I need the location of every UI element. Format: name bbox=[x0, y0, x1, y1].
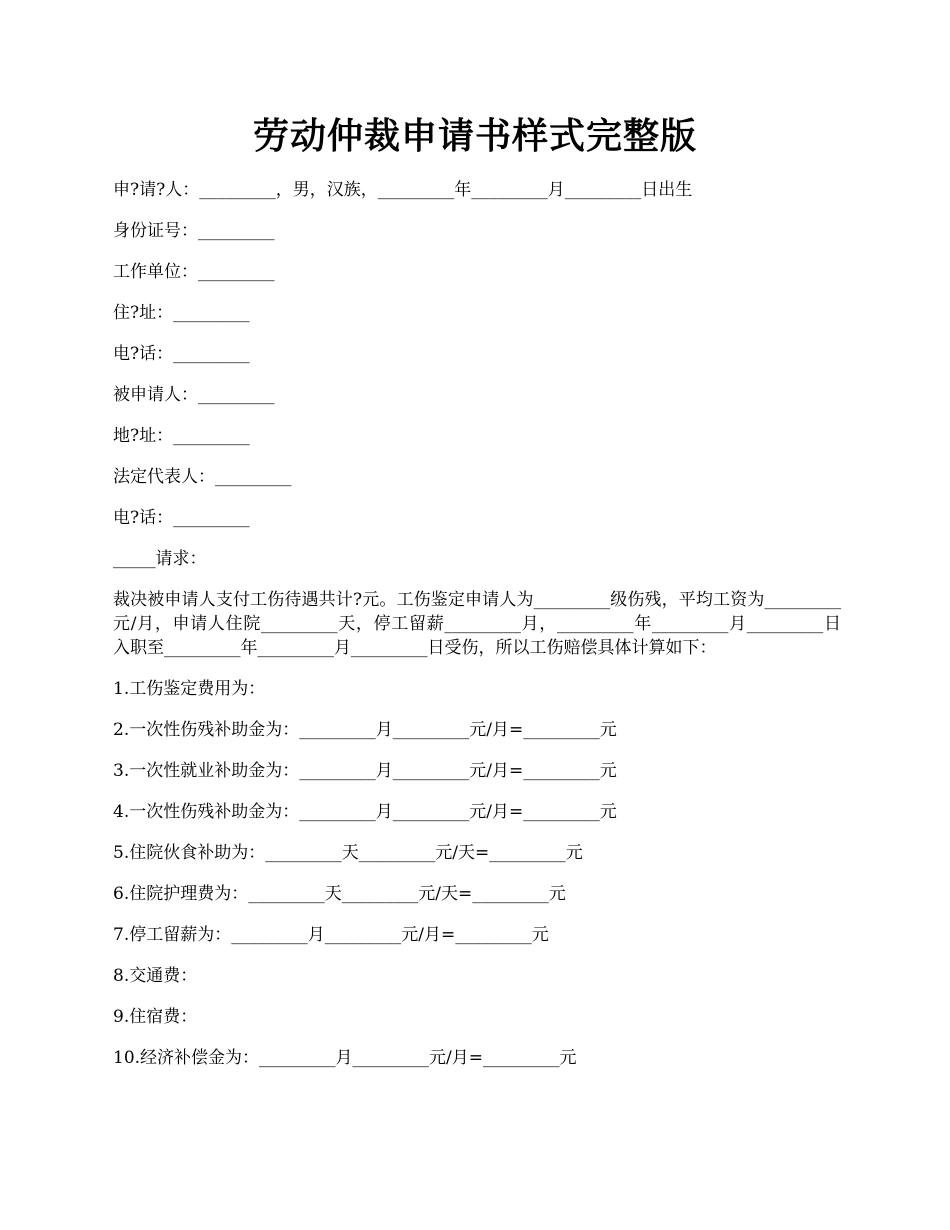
list-item: 4.一次性伤残补助金为：_________月_________元/月=_________元 bbox=[113, 802, 617, 822]
request-heading: _____请求： bbox=[113, 549, 207, 569]
applicant-name-line: 申?请?人：_________，男，汉族，_________年_________月_________日出生 bbox=[113, 180, 693, 200]
applicant-id-line: 身份证号：_________ bbox=[113, 221, 275, 241]
list-item: 3.一次性就业补助金为：_________月_________元/月=_________元 bbox=[113, 761, 617, 781]
respondent-phone-line: 电?话：_________ bbox=[113, 508, 250, 528]
document-body bbox=[113, 178, 841, 1087]
respondent-legal-rep-line: 法定代表人：_________ bbox=[113, 467, 292, 487]
list-item: 1.工伤鉴定费用为： bbox=[113, 679, 266, 699]
document-title: 劳动仲裁申请书样式完整版 bbox=[252, 115, 697, 157]
list-item: 2.一次性伤残补助金为：_________月_________元/月=_________元 bbox=[113, 720, 617, 740]
request-paragraph: 裁决被申请人支付工伤待遇共计?元。工伤鉴定申请人为_________级伤残，平均工资为_________元/月，申请人住院_________天，停工留薪_________月，_________年_________月_________日入职至_________年_________月_________日受伤，所以工伤赔偿具体计算如下： bbox=[113, 590, 841, 658]
list-item: 8.交通费： bbox=[113, 966, 198, 986]
list-item: 5.住院伙食补助为：_________天_________元/天=_________元 bbox=[113, 843, 583, 863]
list-item: 9.住宿费： bbox=[113, 1007, 198, 1027]
respondent-address-line: 地?址：_________ bbox=[113, 426, 250, 446]
respondent-name-line: 被申请人：_________ bbox=[113, 385, 275, 405]
list-item: 10.经济补偿金为：_________月_________元/月=_________元 bbox=[113, 1048, 577, 1068]
list-item: 7.停工留薪为：_________月_________元/月=_________元 bbox=[113, 925, 549, 945]
applicant-phone-line: 电?话：_________ bbox=[113, 344, 250, 364]
applicant-employer-line: 工作单位：_________ bbox=[113, 262, 275, 282]
list-item: 6.住院护理费为：_________天_________元/天=_________元 bbox=[113, 884, 566, 904]
applicant-address-line: 住?址：_________ bbox=[113, 303, 250, 323]
